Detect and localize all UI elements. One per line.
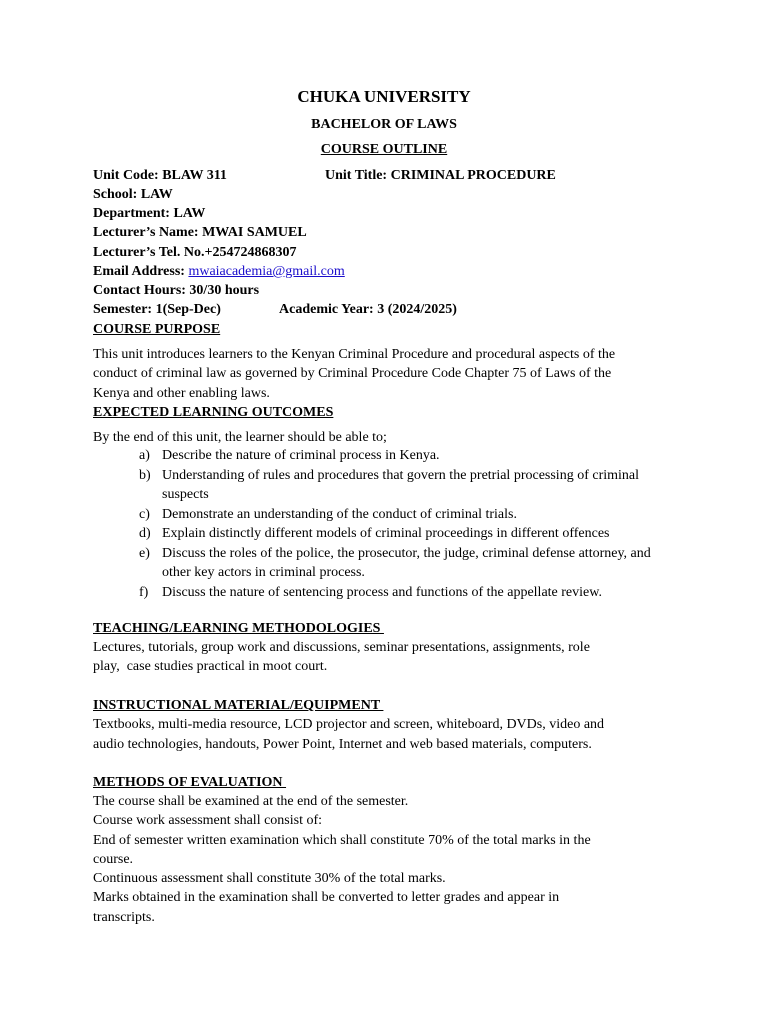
methodologies-line-2: play, case studies practical in moot court. bbox=[93, 659, 328, 674]
list-item bbox=[93, 583, 683, 603]
unit-title: Unit Title: CRIMINAL PROCEDURE bbox=[325, 168, 556, 183]
evaluation-line-7: transcripts. bbox=[93, 910, 155, 925]
list-item bbox=[93, 505, 683, 525]
course-purpose-heading: COURSE PURPOSE bbox=[93, 322, 221, 337]
outcomes-intro: By the end of this unit, the learner should be able to; bbox=[93, 430, 387, 445]
list-item bbox=[93, 446, 683, 466]
materials-heading: INSTRUCTIONAL MATERIAL/EQUIPMENT bbox=[93, 698, 384, 713]
contact-hours: Contact Hours: 30/30 hours bbox=[93, 283, 260, 298]
purpose-line-1: This unit introduces learners to the Kenyan Criminal Procedure and procedural aspects of the bbox=[93, 347, 616, 362]
list-item bbox=[93, 466, 683, 505]
evaluation-heading: METHODS OF EVALUATION bbox=[93, 775, 287, 790]
purpose-line-2: conduct of criminal law as governed by Criminal Procedure Code Chapter 75 of Laws of the bbox=[93, 366, 612, 381]
academic-year: Academic Year: 3 (2024/2025) bbox=[279, 302, 457, 317]
lecturer-name: Lecturer’s Name: MWAI SAMUEL bbox=[93, 225, 307, 240]
evaluation-line-3: End of semester written examination which shall constitute 70% of the total marks in the bbox=[93, 833, 591, 848]
evaluation-line-6: Marks obtained in the examination shall be converted to letter grades and appear in bbox=[93, 890, 560, 905]
purpose-line-3: Kenya and other enabling laws. bbox=[93, 386, 270, 401]
school: School: LAW bbox=[93, 187, 173, 202]
semester: Semester: 1(Sep-Dec) bbox=[93, 302, 221, 317]
email-label: Email Address: bbox=[93, 264, 189, 279]
unit-code: Unit Code: BLAW 311 bbox=[93, 168, 227, 183]
degree-title: BACHELOR OF LAWS bbox=[311, 117, 457, 132]
evaluation-line-4: course. bbox=[93, 852, 134, 867]
department: Department: LAW bbox=[93, 206, 206, 221]
list-item-text: Understanding of rules and procedures that govern the pretrial processing of criminal suspects bbox=[162, 467, 640, 502]
list-marker: c) bbox=[139, 506, 150, 522]
list-marker: f) bbox=[139, 584, 149, 600]
list-item-text: Demonstrate an understanding of the conduct of criminal trials. bbox=[162, 506, 517, 522]
list-item bbox=[93, 524, 683, 544]
lecturer-tel: Lecturer’s Tel. No.+254724868307 bbox=[93, 245, 297, 260]
list-marker: a) bbox=[139, 448, 150, 463]
methodologies-line-1: Lectures, tutorials, group work and discussions, seminar presentations, assignments, role bbox=[93, 640, 590, 655]
outcomes-list bbox=[93, 446, 683, 602]
list-marker: b) bbox=[139, 467, 151, 483]
list-item-text: Discuss the nature of sentencing process and functions of the appellate review. bbox=[162, 584, 602, 600]
list-item-text: Explain distinctly different models of criminal proceedings in different offences bbox=[162, 526, 610, 541]
evaluation-line-1: The course shall be examined at the end of the semester. bbox=[93, 794, 409, 809]
email-link[interactable]: mwaiacademia@gmail.com bbox=[188, 264, 345, 279]
outcomes-heading: EXPECTED LEARNING OUTCOMES bbox=[93, 405, 334, 420]
evaluation-line-5: Continuous assessment shall constitute 30% of the total marks. bbox=[93, 871, 446, 886]
course-outline-title: COURSE OUTLINE bbox=[320, 142, 448, 157]
list-item-text: Discuss the roles of the police, the prosecutor, the judge, criminal defense attorney, and other key actors in criminal process. bbox=[162, 545, 651, 580]
evaluation-line-2: Course work assessment shall consist of: bbox=[93, 813, 323, 828]
materials-line-1: Textbooks, multi-media resource, LCD projector and screen, whiteboard, DVDs, video and bbox=[93, 717, 605, 732]
list-item bbox=[93, 544, 683, 583]
list-marker: d) bbox=[139, 526, 151, 541]
university-title: CHUKA UNIVERSITY bbox=[297, 87, 471, 106]
materials-line-2: audio technologies, handouts, Power Point, Internet and web based materials, computers. bbox=[93, 737, 592, 752]
list-item-text: Describe the nature of criminal process in Kenya. bbox=[162, 448, 440, 463]
email-line bbox=[93, 262, 345, 281]
list-marker: e) bbox=[139, 545, 150, 561]
methodologies-heading: TEACHING/LEARNING METHODOLOGIES bbox=[93, 621, 384, 636]
